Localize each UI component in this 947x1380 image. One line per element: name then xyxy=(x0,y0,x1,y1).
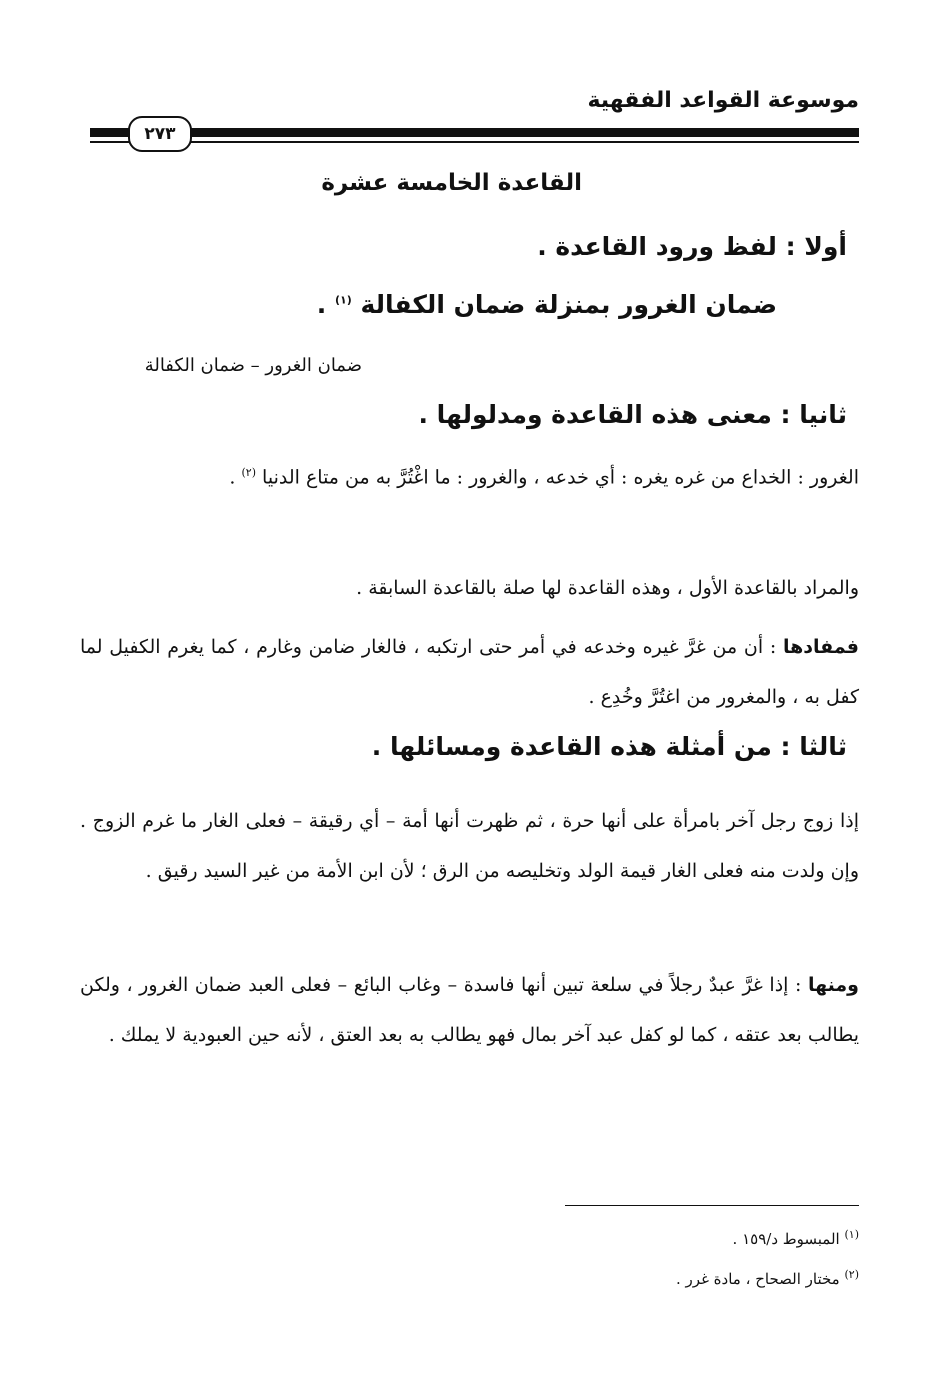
footnote-2-text: مختار الصحاح ، مادة غرر . xyxy=(676,1270,845,1288)
paragraph-example-1: إذا زوج رجل آخر بامرأة على أنها حرة ، ثم ظهرت أنها أمة – أي رقيقة – فعلى الغار ما غرم الزوج . وإن ولدت منه فعلى الغار قيمة الولد وتخليصه من الرق ؛ لأن ابن الأمة من غير السيد رقيق . xyxy=(80,810,859,882)
footnote-separator xyxy=(565,1205,859,1206)
rule-statement xyxy=(317,290,777,319)
paragraph-meaning: والمراد بالقاعدة الأول ، وهذه القاعدة لها صلة بالقاعدة السابقة . xyxy=(356,577,859,599)
rule-statement-text: ضمان الغرور بمنزلة ضمان الكفالة xyxy=(360,290,777,319)
footnote-2-marker: (٢) xyxy=(844,1268,859,1281)
header-rule-thick xyxy=(90,128,859,137)
footnote-1 xyxy=(733,1228,859,1248)
book-title: موسوعة القواعد الفقهية xyxy=(587,88,859,113)
paragraph-definition xyxy=(80,448,859,502)
footnote-2 xyxy=(676,1268,859,1288)
section-heading-3: ثالثا : من أمثلة هذه القاعدة ومسائلها . xyxy=(371,732,847,761)
paragraph-mufadaha xyxy=(80,622,859,722)
footnote-1-marker: (١) xyxy=(844,1228,859,1241)
footnote-marker-1: (١) xyxy=(334,293,352,307)
page-number: ٢٧٣ xyxy=(128,116,192,152)
keywords: ضمان الغرور – ضمان الكفالة xyxy=(144,355,362,376)
mufadaha-lead: فمفادها xyxy=(782,636,859,658)
section-heading-1: أولا : لفظ ورود القاعدة . xyxy=(537,232,847,261)
section-heading-2: ثانيا : معنى هذه القاعدة ومدلولها . xyxy=(418,400,847,429)
mufadaha-text: : أن من غرَّ غيره وخدعه في أمر حتى ارتكبه ، فالغار ضامن وغارم ، كما يغرم الكفيل لما كفل به ، والمغرور من اغتُرَّ وخُدِع . xyxy=(80,636,859,708)
definition-text: الغرور : الخداع من غره يغره : أي خدعه ، والغرور : ما اغْتُرَّ به من متاع الدنيا xyxy=(262,466,859,489)
footnote-marker-2: (٢) xyxy=(241,466,256,479)
rule-title: القاعدة الخامسة عشرة xyxy=(321,170,582,196)
rule-statement-end: . xyxy=(316,290,335,319)
footnote-1-text: المبسوط د/١٥٩ . xyxy=(732,1230,845,1248)
definition-end: . xyxy=(229,466,242,489)
header-rule-thin xyxy=(90,141,859,143)
example-2-lead: ومنها xyxy=(807,974,859,996)
paragraph-example-2 xyxy=(80,960,859,1060)
example-2-text: : إذا غرَّ عبدٌ رجلاً في سلعة تبين أنها فاسدة – وغاب البائع – فعلى العبد ضمان الغرور ، ولكن يطالب بعد عتقه ، كما لو كفل عبد آخر بمال فهو يطالب به بعد العتق ، لأنه حين العبودية لا يملك . xyxy=(80,974,859,1046)
